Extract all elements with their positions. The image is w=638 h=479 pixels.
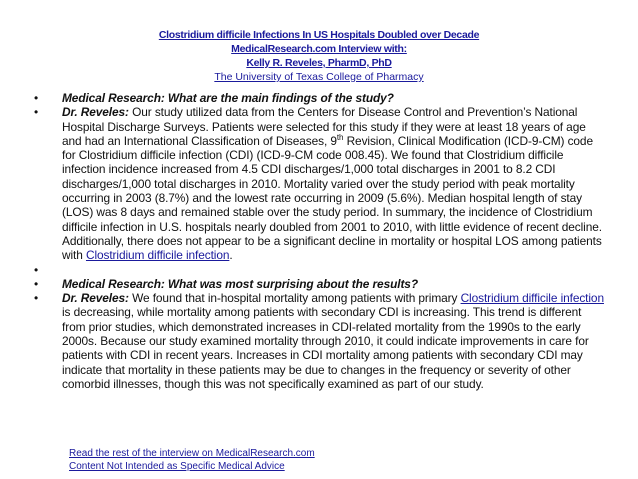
institution-link[interactable]: The University of Texas College of Pharmacy [214, 71, 424, 83]
answer-2-text-part-1: We found that in-hospital mortality among patients with primary [128, 291, 461, 306]
interview-link[interactable]: MedicalResearch.com Interview with: [231, 43, 407, 55]
read-more-link[interactable]: Read the rest of the interview on MedicalResearch.com [69, 448, 315, 459]
answer-2-text-part-2: is decreasing, while mortality among patients with secondary CDI is increasing. This trend is different from prior studies, which demonstrated increases in CDI-related mortality from the 1990s to the early 2000s. Because our study examined mortality through 2010, it could indicate improvements in care for patients with CDI in recent years. Increases in CDI mortality among patients with secondary CDI may indicate that mortality in these patients may be due to changes in the frequency or severity of other comorbid illnesses, though this was not specifically examined as part of our study. [62, 305, 589, 391]
answer-2 [34, 291, 604, 391]
answer-1-superscript: th [336, 132, 344, 142]
answer-1-text-part-1: Our study utilized data from the Centers for Disease Control and Prevention’s National Hospital Discharge Surveys. Patients were selected for this study if they were at least 18 years of age and had an International Classification of Diseases, 9 [62, 105, 586, 148]
question-1 [34, 91, 604, 105]
cdi-link-1[interactable]: Clostridium difficile infection [85, 248, 230, 263]
answer-1-speaker: Dr. Reveles: [62, 105, 129, 120]
author-link[interactable]: Kelly R. Reveles, PharmD, PhD [246, 57, 392, 69]
answer-2-speaker: Dr. Reveles: [62, 291, 129, 306]
interview-body [34, 91, 604, 391]
answer-1 [34, 105, 604, 262]
footer [69, 448, 315, 473]
title-link[interactable]: Clostridium difficile Infections In US Hospitals Doubled over Decade [158, 29, 480, 41]
header [0, 28, 638, 84]
answer-1-text-part-2: Revision, Clinical Modification (ICD-9-CM) code for Clostridium difficile infection (CDI) (ICD-9-CM code 008.45). We found that Clostridium difficile infection incidence increased from 4.5 CDI discharges/1,000 total discharges in 2001 to 8.2 CDI discharges/1,000 total discharges in 2010. Mortality varied over the study period with peak mortality occurring in 2003 (8.7%) and the lowest rate occurring in 2009 (5.6%). Median hospital length of stay (LOS) was 8 days and remained stable over the study period. In summary, the incidence of Clostridium difficile infection in U.S. hospitals nearly doubled from 2001 to 2010, with little evidence of recent decline. Additionally, there does not appear to be a significant decline in mortality or hospital LOS among patients with [62, 133, 602, 263]
question-1-text: Medical Research: What are the main findings of the study? [62, 91, 394, 105]
question-2 [34, 277, 604, 291]
answer-1-end: . [229, 248, 233, 263]
cdi-link-2[interactable]: Clostridium difficile infection [460, 291, 604, 306]
empty-bullet [34, 263, 604, 277]
question-2-text: Medical Research: What was most surprising about the results? [62, 276, 418, 291]
disclaimer-link[interactable]: Content Not Intended as Specific Medical Advice [69, 460, 285, 472]
